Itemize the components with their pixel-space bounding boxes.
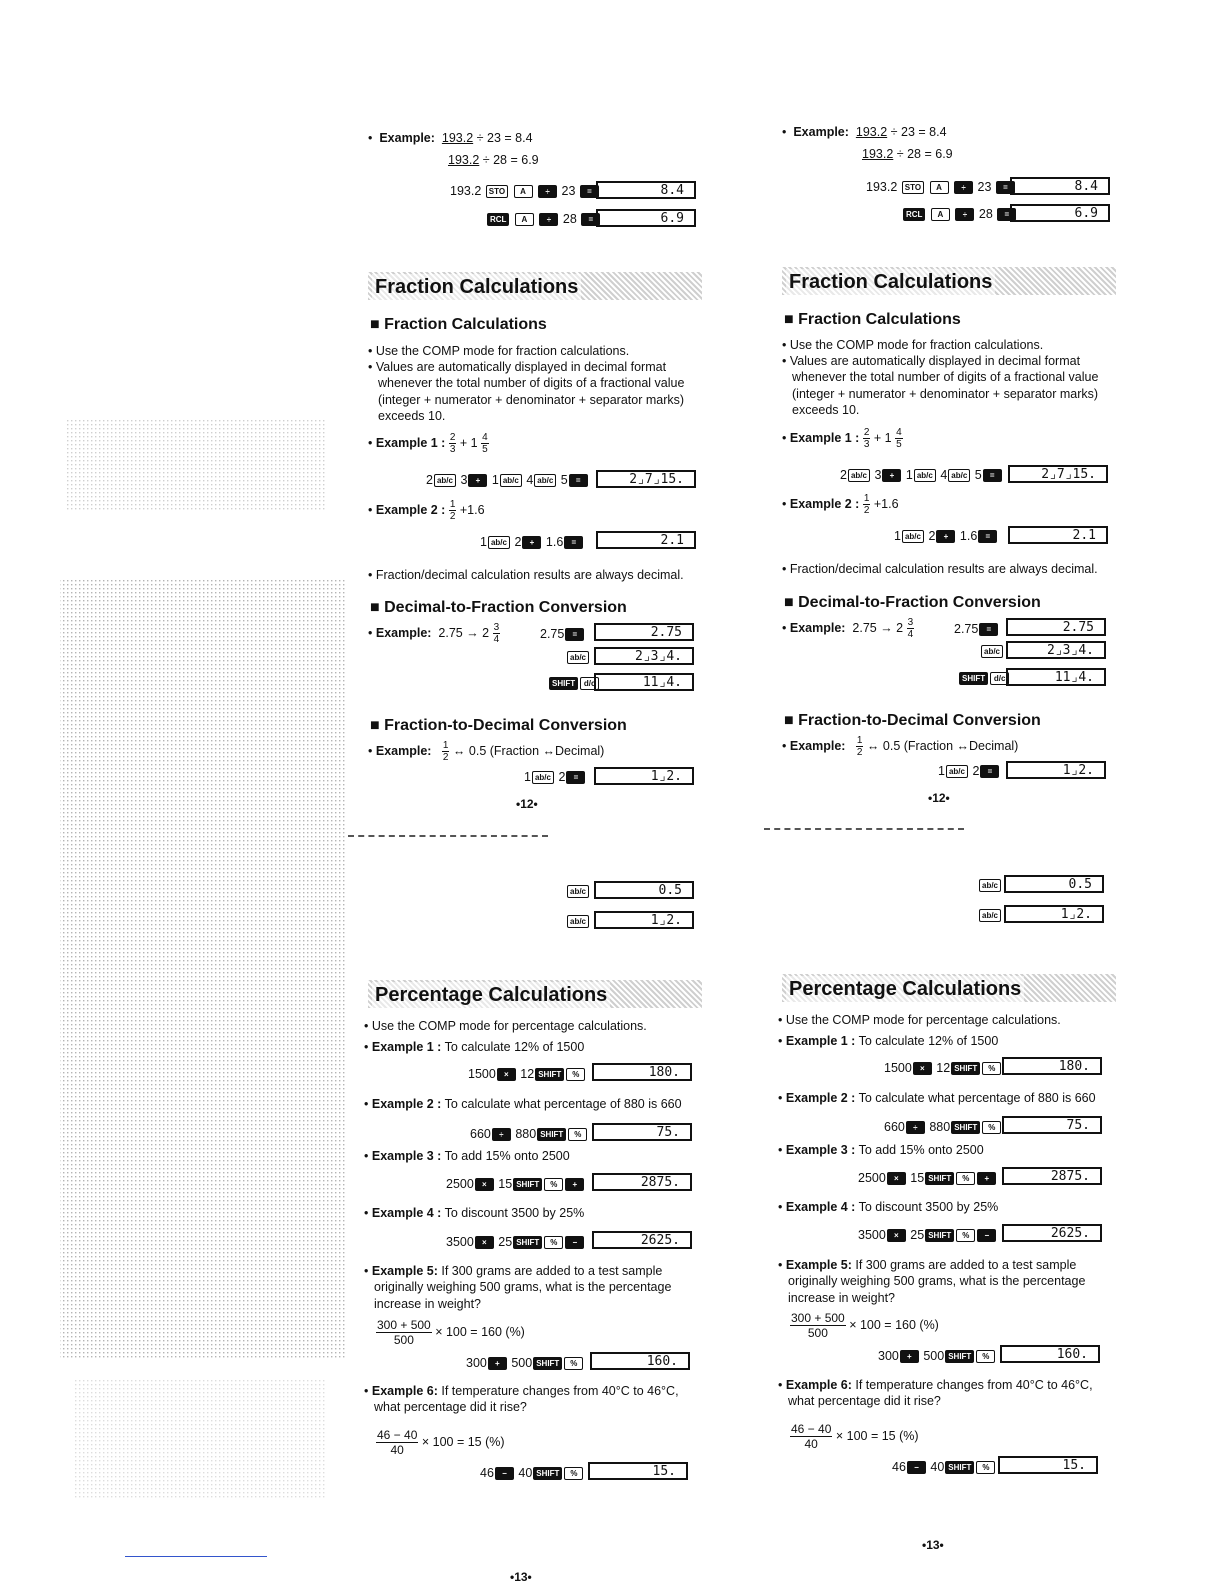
display-box: 2625. [592, 1231, 692, 1249]
percent-key: % [544, 1236, 563, 1249]
page-number: •12• [928, 791, 950, 805]
percent-example-5: • Example 5: If 300 grams are added to a test sample originally weighing 500 grams, what is the percentage increase in weight? [778, 1258, 1086, 1305]
percent-example-1: • Example 1 : To calculate 12% of 1500 [778, 1034, 999, 1048]
percent-key: % [982, 1062, 1001, 1075]
example-1-line: • Example 1 : $\frac{2}{3}$ + 1 $\frac{4}{5}$ [368, 432, 488, 455]
percent-example-6: • Example 6: If temperature changes from 40°C to 46°C, what percentage did it rise? [364, 1384, 679, 1415]
percent-example-5-formula: $\frac{300 + 500}{500}$ × 100 = 160 (%) [791, 1311, 939, 1340]
multiply-key: × [497, 1068, 516, 1081]
percent-key: % [976, 1350, 995, 1363]
display-box: 1⌟2. [594, 911, 694, 929]
multiply-key: × [913, 1062, 932, 1075]
display-box: 15. [998, 1456, 1098, 1474]
display-box: 1⌟2. [1004, 905, 1104, 923]
shift-key: SHIFT [925, 1172, 954, 1185]
percent-key: % [956, 1229, 975, 1242]
percent-example-2-keys: 660 ÷ 880 SHIFT % [884, 1119, 1002, 1135]
divide-key: ÷ [954, 181, 973, 194]
plus-key: + [488, 1357, 507, 1370]
percent-example-6: • Example 6: If temperature changes from 40°C to 46°C, what percentage did it rise? [778, 1378, 1093, 1409]
bullet-text: • Use the COMP mode for percentage calculations. [364, 1018, 647, 1034]
display-box: 15. [588, 1462, 688, 1480]
percent-key: % [566, 1068, 585, 1081]
ab-c-key: ab/c [500, 474, 522, 487]
display-box: 2625. [1002, 1224, 1102, 1242]
page-number: •12• [516, 797, 538, 811]
percent-example-5-keys: 300 + 500 SHIFT % [466, 1355, 584, 1371]
divider [764, 828, 964, 830]
divide-key: ÷ [539, 213, 558, 226]
ab-c-key: ab/c [567, 885, 589, 898]
blue-underline-mark [125, 1556, 267, 1557]
display-box: 2.75 [1006, 618, 1106, 636]
bullet-text: • Use the COMP mode for fraction calculations. [368, 343, 703, 359]
example-1-keys: 2 ab/c 3 + 1 ab/c 4 ab/c 5 = [840, 467, 1003, 483]
bullet-text: • Fraction/decimal calculation results are always decimal. [368, 567, 684, 583]
ab-c-key: ab/c [848, 469, 870, 482]
section-heading: ■ Decimal-to-Fraction Conversion [370, 598, 627, 619]
percent-example-6-keys: 46 − 40 SHIFT % [892, 1459, 996, 1475]
d-c-key: d/c [990, 672, 1009, 685]
multiply-key: × [475, 1236, 494, 1249]
percent-example-4: • Example 4 : To discount 3500 by 25% [778, 1200, 999, 1214]
percent-example-3-keys: 2500 × 15 SHIFT % + [858, 1170, 997, 1186]
equals-key: = [983, 469, 1002, 482]
ab-c-key: ab/c [532, 771, 554, 784]
equals-key: = [581, 213, 600, 226]
shift-key: SHIFT [533, 1467, 562, 1480]
frac2dec-keys-2 [566, 883, 590, 899]
dec2frac-keys-3 [958, 670, 1010, 686]
display-box: 160. [590, 1352, 690, 1370]
percent-example-5: • Example 5: If 300 grams are added to a test sample originally weighing 500 grams, what is the percentage increase in weight? [364, 1264, 672, 1311]
divide-key: ÷ [492, 1128, 511, 1141]
display-box: 11⌟4. [594, 673, 694, 691]
equals-key: = [997, 208, 1016, 221]
equals-key: = [580, 185, 599, 198]
display-box: 160. [1000, 1345, 1100, 1363]
dec2frac-example: • Example: 2.75 → 2 $\frac{3}{4}$ [368, 622, 500, 645]
shift-key: SHIFT [951, 1121, 980, 1134]
display-box: 8.4 [596, 181, 696, 199]
percent-key: % [956, 1172, 975, 1185]
dec2frac-keys-1: 2.75 = [540, 626, 585, 642]
multiply-key: × [475, 1178, 494, 1191]
equals-key: = [996, 181, 1015, 194]
bullet-text: • Values are automatically displayed in decimal format whenever the total number of digits of a fractional value (integer + numerator + denominator + separator marks) exceeds 10. [782, 354, 1099, 417]
example-2-keys: 1 ab/c 2 + 1.6 = [480, 534, 584, 550]
shift-key: SHIFT [535, 1068, 564, 1081]
display-box: 2875. [592, 1173, 692, 1191]
example-1-line: • Example 1 : $\frac{2}{3}$ + 1 $\frac{4}{5}$ [782, 427, 902, 450]
frac2dec-example: • Example: $\frac{1}{2}$ ↔ 0.5 (Fraction ↔Decimal) [368, 740, 605, 763]
ab-c-key: ab/c [914, 469, 936, 482]
frac2dec-keys-3 [978, 907, 1002, 923]
display-box: 2.75 [594, 623, 694, 641]
bullet-text: • Fraction/decimal calculation results are always decimal. [782, 561, 1098, 577]
plus-key: + [882, 469, 901, 482]
equals-key: = [566, 771, 585, 784]
ab-c-key: ab/c [979, 909, 1001, 922]
equals-key: = [565, 628, 584, 641]
example-2-line: • Example 2 : $\frac{1}{2}$ +1.6 [782, 493, 899, 516]
frac2dec-example: • Example: $\frac{1}{2}$ ↔ 0.5 (Fraction ↔Decimal) [782, 735, 1019, 758]
percent-key: % [564, 1357, 583, 1370]
dec2frac-keys-1: 2.75 = [954, 621, 999, 637]
scan-noise [55, 380, 355, 1520]
shift-key: SHIFT [945, 1461, 974, 1474]
ab-c-key: ab/c [534, 474, 556, 487]
minus-key: − [907, 1461, 926, 1474]
bullet-text: • Use the COMP mode for fraction calculations. [782, 337, 1117, 353]
a-key: A [930, 181, 949, 194]
plus-key: + [900, 1350, 919, 1363]
percent-example-2: • Example 2 : To calculate what percentage of 880 is 660 [778, 1091, 1096, 1105]
display-box: 1⌟2. [594, 767, 694, 785]
shift-key: SHIFT [513, 1236, 542, 1249]
ab-c-key: ab/c [434, 474, 456, 487]
display-box: 2⌟3⌟4. [594, 647, 694, 665]
section-banner: Fraction Calculations [782, 267, 1116, 295]
example-2-line: • Example 2 : $\frac{1}{2}$ +1.6 [368, 499, 485, 522]
equals-key: = [980, 765, 999, 778]
equals-key: = [564, 536, 583, 549]
percent-example-5-formula: $\frac{300 + 500}{500}$ × 100 = 160 (%) [377, 1318, 525, 1347]
display-box: 6.9 [596, 209, 696, 227]
display-box: 75. [592, 1123, 692, 1141]
sto-key: STO [486, 185, 508, 198]
minus-key: − [495, 1467, 514, 1480]
display-box: 180. [592, 1063, 692, 1081]
shift-key: SHIFT [959, 672, 988, 685]
divide-key: ÷ [906, 1121, 925, 1134]
percent-example-5-keys: 300 + 500 SHIFT % [878, 1348, 996, 1364]
example-2-keys: 1 ab/c 2 + 1.6 = [894, 528, 998, 544]
a-key: A [931, 208, 950, 221]
display-box: 2⌟7⌟15. [596, 470, 696, 488]
a-key: A [514, 185, 533, 198]
page-number: •13• [922, 1538, 944, 1552]
section-banner: Percentage Calculations [782, 974, 1116, 1002]
divide-key: ÷ [538, 185, 557, 198]
intro-key-sequence-2: RCL A ÷ 28 = [486, 211, 601, 227]
frac2dec-keys-3 [566, 913, 590, 929]
display-box: 180. [1002, 1057, 1102, 1075]
percent-example-4: • Example 4 : To discount 3500 by 25% [364, 1206, 585, 1220]
percent-key: % [982, 1121, 1001, 1134]
percent-example-3-keys: 2500 × 15 SHIFT % + [446, 1176, 585, 1192]
bullet-text: • Use the COMP mode for percentage calculations. [778, 1012, 1061, 1028]
percent-example-4-keys: 3500 × 25 SHIFT % − [446, 1234, 585, 1250]
plus-key: + [468, 474, 487, 487]
intro-line-1: • Example: 193.2 ÷ 23 = 8.4 [782, 124, 947, 140]
ab-c-key: ab/c [902, 530, 924, 543]
display-box: 2.1 [1008, 526, 1108, 544]
display-box: 2⌟7⌟15. [1008, 465, 1108, 483]
dec2frac-keys-2 [566, 649, 590, 665]
section-heading: ■ Fraction Calculations [370, 315, 547, 336]
equals-key: = [978, 530, 997, 543]
a-key: A [515, 213, 534, 226]
percent-example-1-keys: 1500 × 12 SHIFT % [468, 1066, 586, 1082]
percent-example-4-keys: 3500 × 25 SHIFT % − [858, 1227, 997, 1243]
multiply-key: × [887, 1229, 906, 1242]
shift-key: SHIFT [951, 1062, 980, 1075]
shift-key: SHIFT [537, 1128, 566, 1141]
display-box: 11⌟4. [1006, 668, 1106, 686]
ab-c-key: ab/c [567, 651, 589, 664]
dec2frac-keys-2 [980, 643, 1004, 659]
display-box: 0.5 [1004, 875, 1104, 893]
d-c-key: d/c [580, 677, 599, 690]
percent-example-2: • Example 2 : To calculate what percentage of 880 is 660 [364, 1097, 682, 1111]
equals-key: = [569, 474, 588, 487]
section-banner: Percentage Calculations [368, 980, 702, 1008]
intro-key-sequence-2: RCL A ÷ 28 = [902, 206, 1017, 222]
intro-key-sequence-1: 193.2 STO A ÷ 23 = [450, 183, 600, 199]
bullet-text: • Values are automatically displayed in decimal format whenever the total number of digits of a fractional value (integer + numerator + denominator + separator marks) exceeds 10. [368, 360, 685, 423]
intro-line-1: • Example: 193.2 ÷ 23 = 8.4 [368, 130, 533, 146]
plus-key: + [565, 1178, 584, 1191]
frac2dec-keys: 1 ab/c 2 = [938, 763, 1000, 779]
display-box: 2.1 [596, 531, 696, 549]
display-box: 1⌟2. [1006, 761, 1106, 779]
display-box: 6.9 [1010, 204, 1110, 222]
display-box: 2875. [1002, 1167, 1102, 1185]
frac2dec-keys: 1 ab/c 2 = [524, 769, 586, 785]
percent-example-6-formula: $\frac{46 - 40}{40}$ × 100 = 15 (%) [377, 1428, 505, 1457]
percent-key: % [564, 1467, 583, 1480]
intro-key-sequence-1: 193.2 STO A ÷ 23 = [866, 179, 1016, 195]
ab-c-key: ab/c [948, 469, 970, 482]
shift-key: SHIFT [533, 1357, 562, 1370]
shift-key: SHIFT [549, 677, 578, 690]
percent-example-1-keys: 1500 × 12 SHIFT % [884, 1060, 1002, 1076]
rcl-key: RCL [903, 208, 925, 221]
percent-key: % [976, 1461, 995, 1474]
sto-key: STO [902, 181, 924, 194]
display-box: 8.4 [1010, 177, 1110, 195]
page-number: •13• [510, 1570, 532, 1584]
dec2frac-keys-3 [548, 675, 600, 691]
equals-key: = [979, 623, 998, 636]
section-heading: ■ Fraction-to-Decimal Conversion [784, 711, 1041, 732]
ab-c-key: ab/c [567, 915, 589, 928]
shift-key: SHIFT [925, 1229, 954, 1242]
percent-key: % [568, 1128, 587, 1141]
section-heading: ■ Fraction-to-Decimal Conversion [370, 716, 627, 737]
display-box: 2⌟3⌟4. [1006, 641, 1106, 659]
minus-key: − [977, 1229, 996, 1242]
section-heading: ■ Decimal-to-Fraction Conversion [784, 593, 1041, 614]
ab-c-key: ab/c [981, 645, 1003, 658]
divide-key: ÷ [955, 208, 974, 221]
percent-example-3: • Example 3 : To add 15% onto 2500 [364, 1149, 570, 1163]
section-heading: ■ Fraction Calculations [784, 310, 961, 331]
frac2dec-keys-2 [978, 877, 1002, 893]
ab-c-key: ab/c [488, 536, 510, 549]
percent-example-3: • Example 3 : To add 15% onto 2500 [778, 1143, 984, 1157]
ab-c-key: ab/c [979, 879, 1001, 892]
percent-example-1: • Example 1 : To calculate 12% of 1500 [364, 1040, 585, 1054]
ab-c-key: ab/c [946, 765, 968, 778]
intro-line-2: 193.2 ÷ 28 = 6.9 [448, 153, 539, 167]
minus-key: − [565, 1236, 584, 1249]
percent-example-2-keys: 660 ÷ 880 SHIFT % [470, 1126, 588, 1142]
percent-example-6-formula: $\frac{46 - 40}{40}$ × 100 = 15 (%) [791, 1422, 919, 1451]
section-banner: Fraction Calculations [368, 272, 702, 300]
shift-key: SHIFT [945, 1350, 974, 1363]
shift-key: SHIFT [513, 1178, 542, 1191]
dec2frac-example: • Example: 2.75 → 2 $\frac{3}{4}$ [782, 617, 914, 640]
display-box: 0.5 [594, 881, 694, 899]
multiply-key: × [887, 1172, 906, 1185]
plus-key: + [977, 1172, 996, 1185]
display-box: 75. [1002, 1116, 1102, 1134]
plus-key: + [936, 530, 955, 543]
percent-example-6-keys: 46 − 40 SHIFT % [480, 1465, 584, 1481]
intro-line-2: 193.2 ÷ 28 = 6.9 [862, 147, 953, 161]
rcl-key: RCL [487, 213, 509, 226]
example-1-keys: 2 ab/c 3 + 1 ab/c 4 ab/c 5 = [426, 472, 589, 488]
percent-key: % [544, 1178, 563, 1191]
divider [348, 835, 548, 837]
plus-key: + [522, 536, 541, 549]
